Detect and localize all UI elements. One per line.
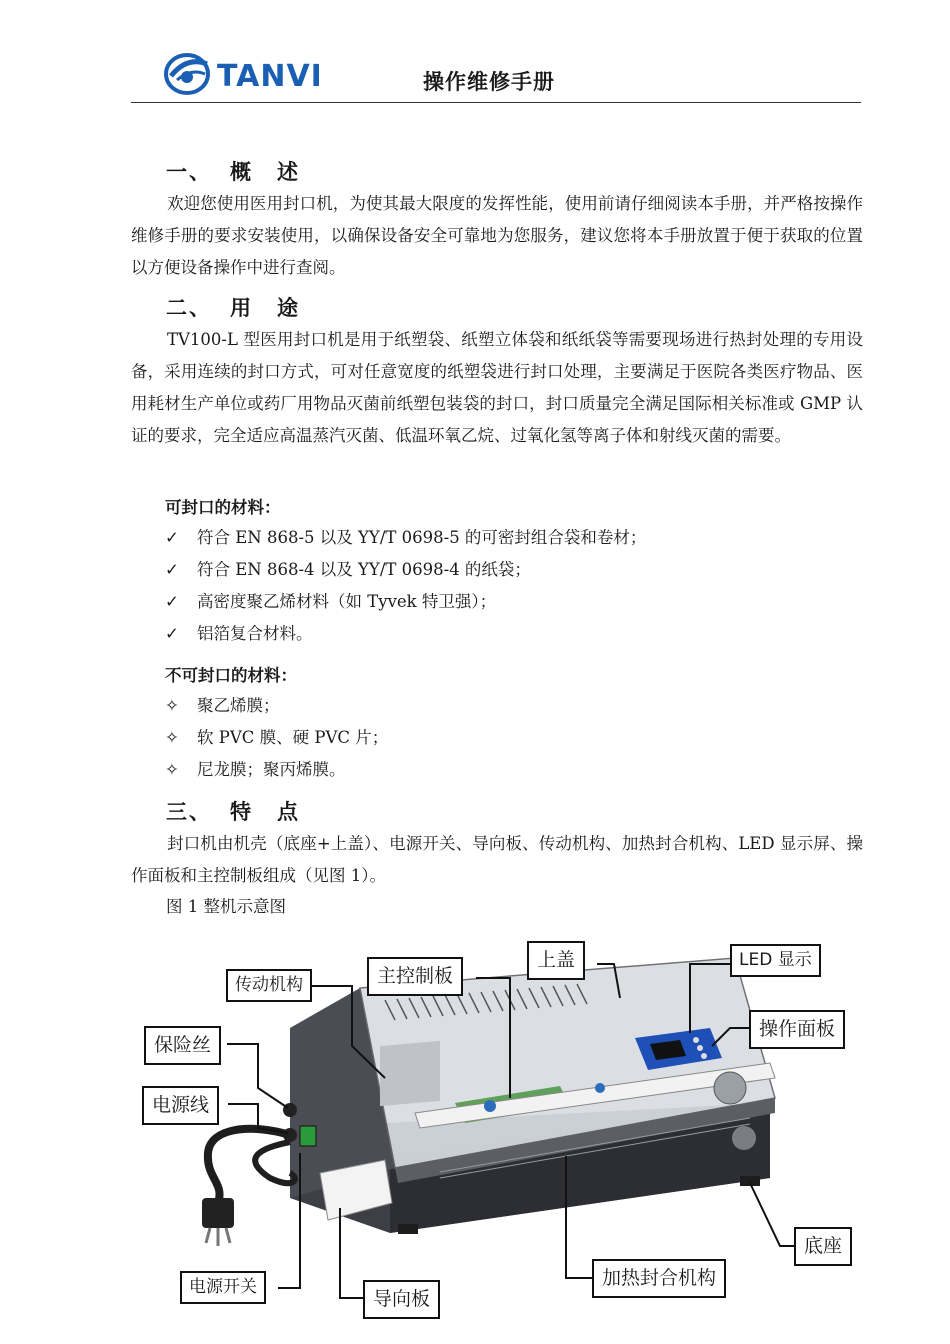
diamond-star-icon: ✧ [165, 696, 179, 715]
list-item: ✓ 符合 EN 868-4 以及 YY/T 0698-4 的纸袋； [165, 554, 531, 586]
overview-paragraph: 欢迎您使用医用封口机，为使其最大限度的发挥性能，使用前请仔细阅读本手册，并严格按操作维修手册的要求安装使用，以确保设备安全可靠地为您服务，建议您将本手册放置于便于获取的位置以方便设备操作中进行查阅。 [131, 194, 863, 277]
list-item: ✧ 聚乙烯膜； [165, 690, 280, 722]
label-led-display: LED 显示 [730, 944, 821, 977]
section-heading-overview: 一、 概述 [166, 160, 324, 184]
label-main-board: 主控制板 [367, 957, 463, 996]
label-power-cord: 电源线 [142, 1086, 219, 1125]
svg-text:TANVI: TANVI [217, 59, 323, 94]
label-drive: 传动机构 [226, 969, 312, 1002]
label-power-switch: 电源开关 [180, 1271, 266, 1304]
check-icon: ✓ [165, 528, 179, 547]
list-item: ✓ 铝箔复合材料。 [165, 618, 313, 650]
machine-diagram [130, 928, 870, 1338]
list-item: ✧ 软 PVC 膜、硬 PVC 片； [165, 722, 388, 754]
usage-paragraph: TV100-L 型医用封口机是用于纸塑袋、纸塑立体袋和纸纸袋等需要现场进行热封处理的专用设备，采用连续的封口方式，可对任意宽度的纸塑袋进行封口处理，主要满足于医院各类医疗物品、医用耗材生产单位或药厂用物品灭菌前纸塑包装袋的封口，封口质量完全满足国际相关标准或 GMP 认证的要求，完全适应高温蒸汽灭菌、低温环氧乙烷、过氧化氢等离子体和射线灭菌的需要。 [131, 330, 863, 445]
sealable-heading: 可封口的材料： [165, 498, 281, 517]
label-guide-plate: 导向板 [363, 1280, 440, 1319]
features-paragraph: 封口机由机壳（底座+上盖）、电源开关、导向板、传动机构、加热封合机构、LED 显示屏、操作面板和主控制板组成（见图 1）。 [131, 834, 863, 885]
check-icon: ✓ [165, 560, 179, 579]
label-cover: 上盖 [527, 941, 585, 980]
list-item: ✓ 符合 EN 868-5 以及 YY/T 0698-5 的可密封组合袋和卷材； [165, 522, 646, 554]
page-header [131, 48, 861, 103]
section-heading-usage: 二、 用途 [166, 296, 324, 320]
list-item: ✧ 尼龙膜；聚丙烯膜。 [165, 754, 346, 786]
figure-caption: 图 1 整机示意图 [166, 897, 286, 916]
label-operation-panel: 操作面板 [749, 1010, 845, 1049]
check-icon: ✓ [165, 624, 179, 643]
header-title: 操作维修手册 [423, 70, 555, 94]
label-heat-sealing: 加热封合机构 [592, 1259, 726, 1298]
unsealable-heading: 不可封口的材料： [165, 666, 297, 685]
list-item: ✓ 高密度聚乙烯材料（如 Tyvek 特卫强）； [165, 586, 496, 618]
check-icon: ✓ [165, 592, 179, 611]
diamond-star-icon: ✧ [165, 760, 179, 779]
label-base: 底座 [794, 1227, 852, 1266]
tanvi-logo [161, 50, 381, 96]
diamond-star-icon: ✧ [165, 728, 179, 747]
section-heading-features: 三、 特点 [166, 800, 324, 824]
label-fuse: 保险丝 [144, 1026, 221, 1065]
